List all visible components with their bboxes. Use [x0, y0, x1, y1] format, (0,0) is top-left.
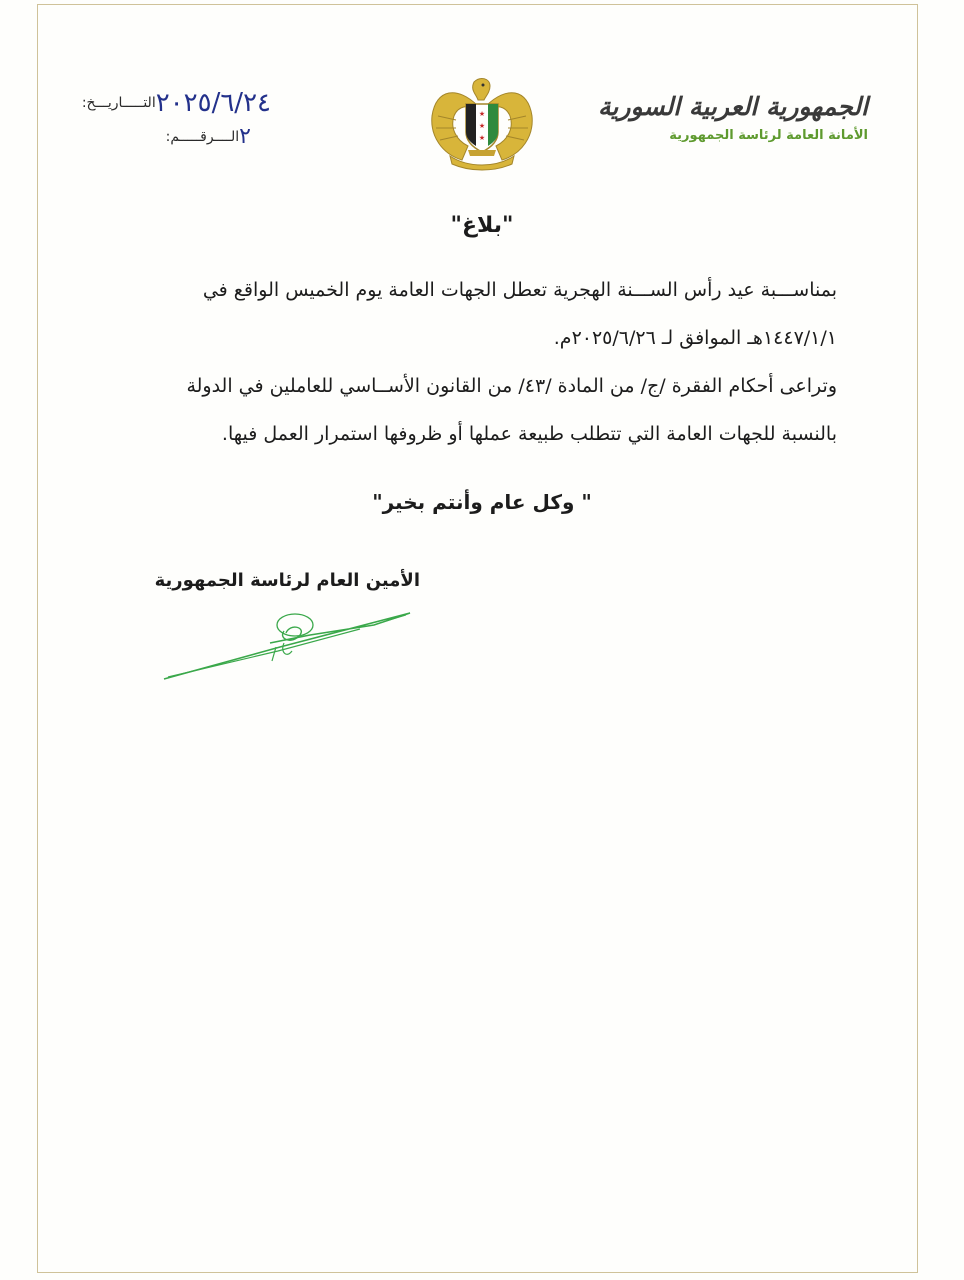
document-title: "بلاغ": [450, 213, 514, 238]
paragraph-exception: [137, 362, 837, 458]
svg-text:★: ★: [478, 134, 486, 142]
svg-text:★: ★: [478, 122, 486, 130]
paragraph-line: بالنسبة للجهات العامة التي تتطلب طبيعة عملها أو ظروفها استمرار العمل فيها.: [221, 423, 837, 445]
paragraph-holiday: [137, 266, 837, 362]
number-row: [166, 124, 275, 149]
syrian-eagle-emblem-icon: [428, 76, 536, 172]
signatory-title: الأمين العام لرئاسة الجمهورية: [154, 570, 420, 591]
number-value: ٢: [239, 124, 251, 149]
date-value: ٢٠٢٥/٦/٢٤: [155, 88, 271, 118]
paragraph-line: ١٤٤٧/١/١هـ الموافق لـ ٢٠٢٥/٦/٢٦م.: [553, 327, 837, 349]
paragraph-line: وتراعى أحكام الفقرة /ج/ من المادة /٤٣/ من القانون الأســاسي للعاملين في الدولة: [186, 375, 837, 397]
state-name: الجمهورية العربية السورية: [598, 92, 868, 121]
department-name: الأمانة العامة لرئاسة الجمهورية: [669, 128, 868, 143]
svg-text:★: ★: [478, 110, 486, 118]
letterhead: [598, 92, 868, 143]
signature-icon: [160, 605, 420, 685]
date-label: التـــــاريـــخ:: [81, 95, 156, 111]
number-label: الــــرقـــــم:: [165, 128, 240, 145]
date-row: [82, 88, 275, 118]
paragraph-line: بمناســـبة عيد رأس الســـنة الهجرية تعطل الجهات العامة يوم الخميس الواقع في: [202, 279, 837, 301]
greeting: " وكل عام وأنتم بخير": [372, 490, 592, 514]
